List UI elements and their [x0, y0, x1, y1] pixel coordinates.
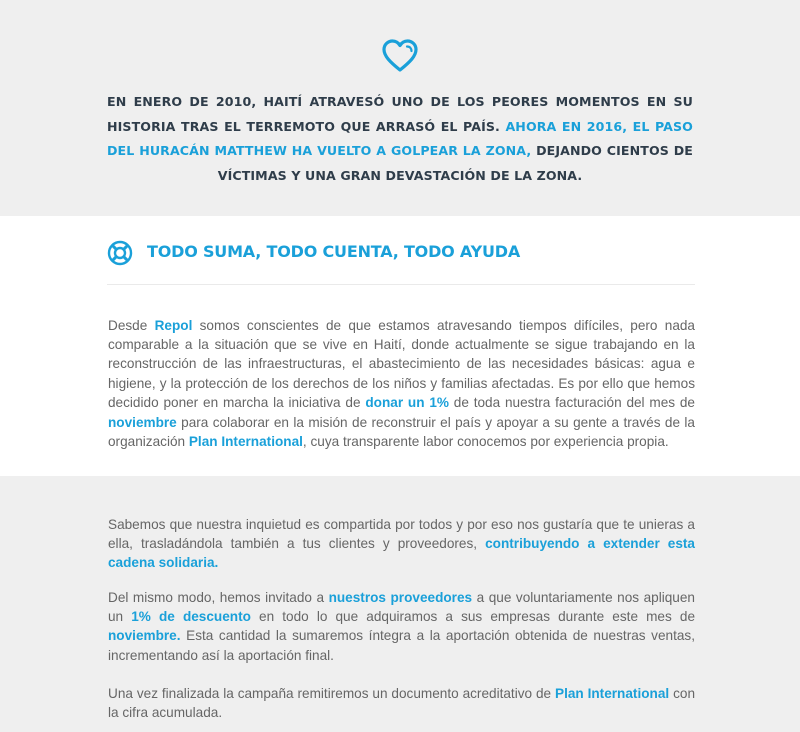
p1-text-1: Desde	[108, 317, 155, 333]
main-section	[0, 216, 800, 476]
intro-text-part2: DEJANDO CIENTOS DE VÍCTIMAS Y UNA GRAN DEVASTACIÓN DE LA ZONA.	[217, 143, 693, 183]
intro-text	[107, 90, 693, 188]
intro-text-part1: EN ENERO DE 2010, HAITÍ ATRAVESÓ UNO DE LOS PEORES MOMENTOS EN SU HISTORIA TRAS EL TERREMOTO QUE ARRASÓ EL PAÍS.	[107, 94, 693, 134]
p3-text-3: en todo lo que adquiramos a sus empresas durante este mes de	[250, 609, 696, 624]
p4-text-2: con la cifra acumulada.	[108, 685, 696, 720]
intro-band	[0, 0, 800, 216]
p3-bold-month: noviembre.	[108, 628, 181, 644]
section-header	[107, 240, 695, 285]
lifebuoy-icon	[107, 240, 133, 266]
paragraph-2	[108, 515, 695, 573]
p3-bold-discount: 1% de descuento	[131, 609, 251, 624]
paragraph-1	[108, 316, 695, 452]
p4-text-1: Una vez finalizada la campaña remitiremos un documento acreditativo de	[108, 685, 555, 701]
p3-text-4: Esta cantidad la sumaremos íntegra a la aportación obtenida de nuestras ventas, incrementando así la aportación final.	[108, 628, 695, 663]
section-title: TODO SUMA, TODO CUENTA, TODO AYUDA	[147, 242, 521, 261]
p1-bold-plan: Plan International	[188, 434, 303, 450]
details-section	[0, 476, 800, 732]
p1-text-2: somos conscientes de que estamos atravesando tiempos difíciles, pero nada comparable a la situación que se vive en Haití, donde actualmente se sigue trabajando en la reconstrucción de las infraestructuras, el abastecimiento de las necesidades básicas: agua e higiene, y la protección de los derechos de los niños y familias afectadas. Es por ello que hemos decidido poner en marcha la iniciativa de	[108, 317, 695, 411]
p1-bold-month: noviembre	[108, 414, 177, 430]
p2-text-1: Sabemos que nuestra inquietud es compartida por todos y por eso nos gustaría que te unieras a ella, trasladándola también a tus clientes y proveedores,	[108, 516, 695, 551]
heart-icon	[380, 36, 420, 76]
p4-bold-plan: Plan International	[555, 685, 670, 701]
p1-text-5: , cuya transparente labor conocemos por experiencia propia.	[302, 434, 669, 450]
paragraph-3	[108, 588, 695, 666]
p1-bold-repol: Repol	[154, 317, 193, 333]
paragraph-4	[108, 684, 695, 723]
intro-highlight: AHORA EN 2016, EL PASO DEL HURACÁN MATTHEW HA VUELTO A GOLPEAR LA ZONA,	[107, 118, 693, 158]
p2-bold-chain: contribuyendo a extender esta cadena solidaria.	[108, 536, 695, 571]
p3-text-1: Del mismo modo, hemos invitado a	[108, 589, 329, 605]
p1-bold-donation: donar un 1%	[365, 395, 449, 411]
p1-text-3: de toda nuestra facturación del mes de	[448, 395, 695, 411]
p1-text-4: para colaborar en la misión de reconstruir el país y apoyar a su gente a través de la organización	[108, 414, 695, 450]
p3-text-2: a que voluntariamente nos apliquen un	[108, 589, 695, 624]
p3-bold-suppliers: nuestros proveedores	[328, 589, 473, 605]
